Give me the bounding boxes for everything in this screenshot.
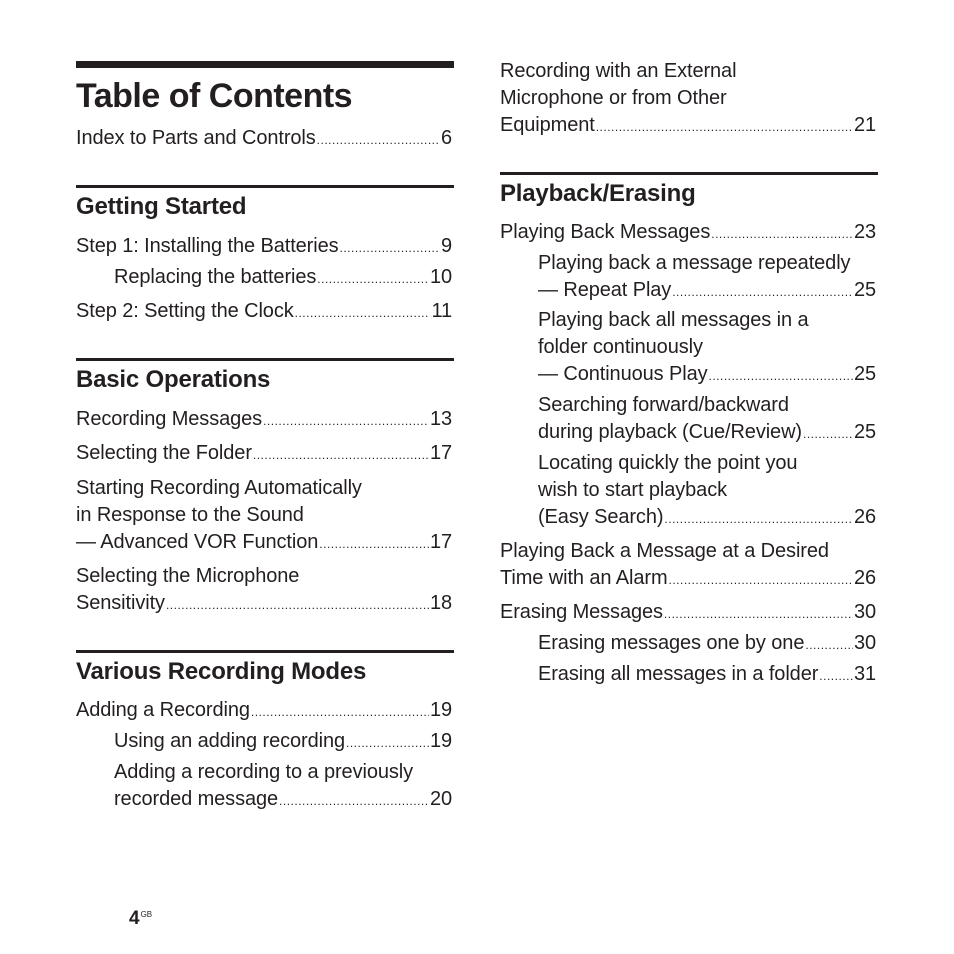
section-basic-operations [76,358,454,395]
entry-line: Selecting the Microphone [76,565,300,587]
entry-text: during playback (Cue/Review) [538,421,802,443]
entry-page: 17 [429,442,452,464]
page-title: Table of Contents [76,77,353,115]
entry-text: Erasing Messages [500,601,663,623]
toc-entry-installing-batteries[interactable] [76,233,452,262]
entry-page: 30 [853,601,876,623]
entry-line: Playing Back a Message at a Desired [500,540,829,562]
dot-leader [317,127,440,154]
entry-page: 20 [429,788,452,810]
dot-leader [166,592,429,619]
entry-text: Selecting the Folder [76,442,252,464]
entry-text: Adding a Recording [76,699,250,721]
entry-page: 26 [853,567,876,589]
entry-text: Step 1: Installing the Batteries [76,235,339,257]
toc-entry-erasing-one-by-one[interactable] [538,630,876,659]
entry-line: Playing back a message repeatedly [538,252,851,274]
toc-entry-erasing-messages[interactable] [500,599,876,628]
entry-text: Equipment [500,114,595,136]
entry-text: Using an adding recording [114,730,345,752]
entry-line: Starting Recording Automatically [76,477,362,499]
entry-page: 19 [429,730,452,752]
page-number [129,908,152,930]
entry-text: Step 2: Setting the Clock [76,300,294,322]
section-title: Getting Started [76,193,247,220]
dot-leader [279,788,429,815]
entry-page: 19 [429,699,452,721]
entry-page: 23 [853,221,876,243]
dot-leader [709,363,853,390]
dot-leader [805,632,853,659]
entry-text: — Repeat Play [538,279,672,301]
entry-text: Sensitivity [76,592,165,614]
entry-line: Recording with an External [500,60,737,82]
entry-text: Erasing messages one by one [538,632,805,654]
page-number-value: 4 [129,908,140,929]
entry-line: Microphone or from Other [500,87,727,109]
toc-entry-adding-to-previous[interactable] [114,759,452,815]
entry-page: 21 [853,114,876,136]
dot-leader [672,279,853,306]
section-getting-started [76,185,454,222]
entry-text: Time with an Alarm [500,567,668,589]
toc-entry-alarm-playback[interactable] [500,538,876,594]
entry-page: 31 [853,663,876,685]
entry-page: 25 [853,363,876,385]
section-title: Basic Operations [76,366,271,393]
toc-entry-external-mic[interactable] [500,58,876,141]
toc-entry-recording-messages[interactable] [76,406,452,435]
entry-text: Recording Messages [76,408,263,430]
entry-line: wish to start playback [538,479,727,501]
toc-entry-playing-back[interactable] [500,219,876,248]
entry-page: 30 [853,632,876,654]
toc-entry-cue-review[interactable] [538,392,876,448]
entry-page: 26 [853,506,876,528]
dot-leader [819,663,853,690]
entry-page: 13 [429,408,452,430]
dot-leader [295,300,431,327]
toc-entry-setting-clock[interactable] [76,298,452,327]
entry-line: Playing back all messages in a [538,309,809,331]
entry-page: 25 [853,279,876,301]
toc-entry-erasing-all-folder[interactable] [538,661,876,690]
dot-leader [664,601,853,628]
entry-line: Searching forward/backward [538,394,789,416]
dot-leader [340,235,440,262]
page-number-suffix: GB [140,910,153,919]
toc-entry-continuous-play[interactable] [538,307,876,390]
entry-page: 6 [440,127,452,149]
entry-line: folder continuously [538,336,703,358]
dot-leader [317,266,429,293]
toc-entry-selecting-folder[interactable] [76,440,452,469]
dot-leader [803,421,853,448]
entry-page: 11 [431,300,452,322]
section-playback-erasing [500,172,878,209]
toc-entry-advanced-vor[interactable] [76,475,452,558]
entry-text: Erasing all messages in a folder [538,663,819,685]
entry-text: Index to Parts and Controls [76,127,316,149]
entry-page: 9 [440,235,452,257]
dot-leader [253,442,429,469]
toc-entry-repeat-play[interactable] [538,250,876,306]
toc-entry-easy-search[interactable] [538,450,876,533]
dot-leader [251,699,429,726]
entry-page: 18 [429,592,452,614]
dot-leader [319,531,429,558]
toc-entry-index-parts[interactable] [76,125,452,154]
dot-leader [346,730,429,757]
entry-page: 25 [853,421,876,443]
toc-entry-adding-recording[interactable] [76,697,452,726]
dot-leader [711,221,853,248]
dot-leader [596,114,853,141]
entry-page: 10 [429,266,452,288]
dot-leader [263,408,429,435]
toc-entry-replacing-batteries[interactable] [114,264,452,293]
entry-page: 17 [429,531,452,553]
entry-text: — Continuous Play [538,363,708,385]
entry-line: Locating quickly the point you [538,452,798,474]
section-title: Playback/Erasing [500,180,696,207]
entry-line: in Response to the Sound [76,504,304,526]
section-title: Various Recording Modes [76,658,367,685]
entry-text: recorded message [114,788,279,810]
entry-text: Replacing the batteries [114,266,317,288]
entry-text: (Easy Search) [538,506,664,528]
entry-line: Adding a recording to a previously [114,761,414,783]
title-block [76,61,454,116]
toc-entry-mic-sensitivity[interactable] [76,563,452,619]
dot-leader [664,506,853,533]
entry-text: — Advanced VOR Function [76,531,319,553]
entry-text: Playing Back Messages [500,221,711,243]
dot-leader [669,567,853,594]
toc-entry-using-adding-recording[interactable] [114,728,452,757]
section-various-recording-modes [76,650,454,687]
